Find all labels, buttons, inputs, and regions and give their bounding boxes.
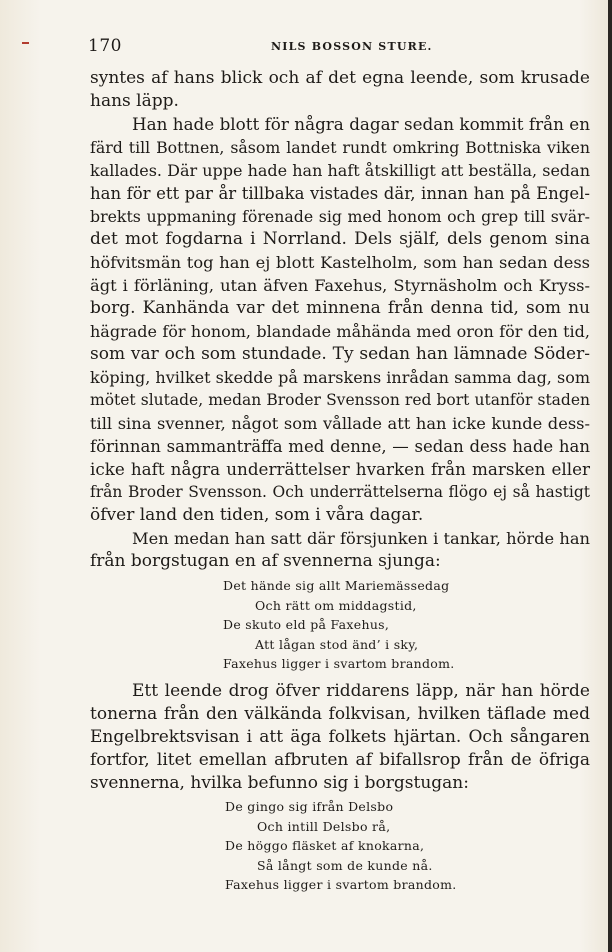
text-line: förinnan sammanträffa med denne, — sedan dess hade han (90, 437, 590, 456)
prose-section-1 (90, 67, 590, 573)
verse-line: De höggo fläsket af knokarna, (225, 838, 425, 853)
verse-line: Det hände sig allt Mariemässedag (223, 578, 450, 593)
verse-1 (223, 576, 523, 674)
text-line: till sina svenner, något som vållade att han icke kunde dess- (90, 414, 590, 433)
text-line: svennerna, hvilka befunno sig i borgstugan: (90, 773, 469, 793)
text-line: kallades. Där uppe hade han haft åtskilligt att beställa, sedan (90, 161, 590, 180)
page-header (88, 36, 588, 56)
verse-line: De gingo sig ifrån Delsbo (225, 799, 394, 814)
text-line: som var och som stundade. Ty sedan han lämnade Söder- (90, 344, 590, 364)
text-line: hans läpp. (90, 91, 179, 111)
text-line: brekts uppmaning förenade sig med honom och grep till svär- (90, 207, 590, 226)
text-line: syntes af hans blick och af det egna leende, som krusade (90, 68, 590, 88)
text-line: det mot fogdarna i Norrland. Dels själf, dels genom sina (90, 229, 590, 249)
verse-line: Faxehus ligger i svartom brandom. (225, 877, 457, 892)
text-line: fortfor, litet emellan afbruten af bifallsrop från de öfriga (90, 750, 590, 770)
text-line: från borgstugan en af svennerna sjunga: (90, 551, 441, 571)
page-number: 170 (88, 36, 122, 56)
text-line: ägt i förläning, utan äfven Faxehus, Styrnäsholm och Kryss- (90, 276, 590, 295)
text-line: mötet slutade, medan Broder Svensson red bort utanför staden (90, 391, 590, 409)
text-line: Engelbrektsvisan i att äga folkets hjärtan. Och sångaren (90, 727, 590, 747)
running-title: NILS BOSSON STURE. (271, 40, 433, 53)
verse-line: Och rätt om middagstid, (255, 597, 417, 613)
text-line: icke haft några underrättelser hvarken från marsken eller (90, 459, 590, 479)
text-line: Ett leende drog öfver riddarens läpp, när han hörde (132, 681, 590, 701)
text-line: tonerna från den välkända folkvisan, hvilken täflade med (90, 704, 590, 724)
verse-line: Att lågan stod änd’ i sky, (255, 636, 419, 652)
text-line: hägrade för honom, blandade måhända med oron för den tid, (90, 322, 590, 341)
prose-section-2 (90, 680, 590, 795)
verse-line: Så långt som de kunde nå. (257, 857, 433, 873)
verse-2 (225, 797, 525, 895)
verse-line: Faxehus ligger i svartom brandom. (223, 656, 455, 671)
page-edge (608, 0, 612, 952)
text-line: Han hade blott för några dagar sedan kommit från en (132, 114, 590, 134)
verse-line: De skuto eld på Faxehus, (223, 617, 390, 632)
text-line: köping, hvilket skedde på marskens inrådan samma dag, som (90, 368, 590, 387)
verse-line: Och intill Delsbo rå, (257, 818, 391, 834)
text-line: från Broder Svensson. Och underrättelserna flögo ej så hastigt (90, 483, 590, 501)
text-line: Men medan han satt där försjunken i tankar, hörde han (132, 529, 590, 548)
text-line: han för ett par år tillbaka vistades där, innan han på Engel- (90, 184, 590, 203)
margin-mark (22, 42, 29, 44)
text-line: färd till Bottnen, såsom landet rundt omkring Bottniska viken (90, 138, 590, 157)
text-line: höfvitsmän tog han ej blott Kastelholm, som han sedan dess (90, 253, 590, 272)
text-line: borg. Kanhända var det minnena från denna tid, som nu (90, 298, 590, 318)
text-line: öfver land den tiden, som i våra dagar. (90, 505, 424, 525)
